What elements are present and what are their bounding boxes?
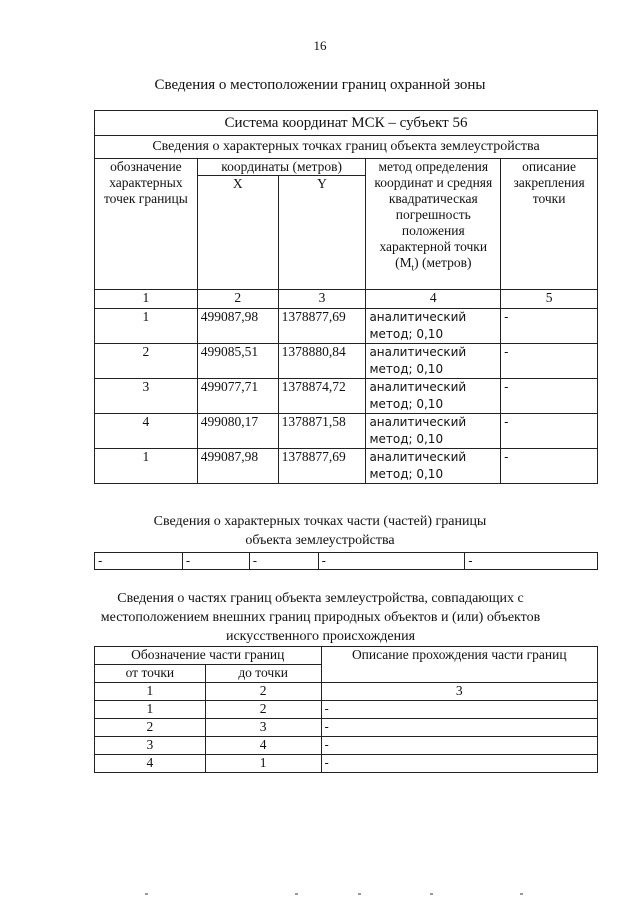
col-method-mt-suffix: ) (метров) (414, 255, 472, 270)
coord-x: 499087,98 (197, 449, 278, 484)
description: - (501, 309, 598, 344)
col-designation-header: обозначение характерных точек границы (95, 159, 198, 290)
col-description-header: описание закрепления точки (501, 159, 598, 290)
description: - (501, 414, 598, 449)
col-coordinates-header: координаты (метров) (197, 159, 366, 176)
description: - (501, 344, 598, 379)
coord-x: 499080,17 (197, 414, 278, 449)
to-point: 3 (205, 719, 321, 737)
scan-artifact-line (90, 893, 560, 899)
part-description: - (321, 737, 597, 755)
part-description: - (321, 701, 597, 719)
method: аналитический метод; 0,10 (366, 379, 501, 414)
coord-x: 499077,71 (197, 379, 278, 414)
coord-y: 1378874,72 (278, 379, 366, 414)
method: аналитический метод; 0,10 (366, 344, 501, 379)
empty-cell: - (95, 553, 183, 570)
table-row (95, 414, 598, 449)
scan-speck (145, 893, 148, 895)
coord-x: 499085,51 (197, 344, 278, 379)
coord-y: 1378877,69 (278, 309, 366, 344)
scan-speck (430, 893, 433, 895)
col-designation-header: Обозначение части границ (95, 647, 322, 665)
col-method-label: метод определения координат и средняя квадратическая погрешность положения характерной точки (374, 159, 493, 254)
to-point: 4 (205, 737, 321, 755)
table-row (95, 701, 598, 719)
section-title: Сведения о характерных точках границ объекта землеустройства (95, 136, 598, 159)
table-row (95, 737, 598, 755)
table-row (95, 379, 598, 414)
point-id: 3 (95, 379, 198, 414)
from-point: 4 (95, 755, 206, 773)
page-number: 16 (313, 38, 327, 53)
empty-cell: - (182, 553, 249, 570)
parts-table (94, 646, 598, 773)
from-point: 3 (95, 737, 206, 755)
parts-points-table (94, 552, 598, 570)
column-number: 3 (321, 683, 597, 701)
point-id: 2 (95, 344, 198, 379)
coordinate-system: Система координат МСК – субъект 56 (95, 111, 598, 136)
col-y-header: Y (278, 176, 366, 290)
scan-speck (295, 893, 298, 895)
boundary-points-table (94, 110, 598, 484)
column-number: 4 (366, 290, 501, 309)
empty-cell: - (249, 553, 318, 570)
col-from-header: от точки (95, 665, 206, 683)
to-point: 1 (205, 755, 321, 773)
column-number: 2 (197, 290, 278, 309)
parts-table-heading: Сведения о частях границ объекта землеустройства, совпадающих с местоположением внешних границ природных объектов и (или) объектов искусственного происхождения (100, 591, 541, 644)
method: аналитический метод; 0,10 (366, 414, 501, 449)
col-to-header: до точки (205, 665, 321, 683)
part-description: - (321, 719, 597, 737)
col-method-mt-prefix: (M (395, 255, 412, 270)
col-method-header (366, 159, 501, 290)
to-point: 2 (205, 701, 321, 719)
col-x-header: X (197, 176, 278, 290)
table-row (95, 309, 598, 344)
description: - (501, 449, 598, 484)
coord-y: 1378871,58 (278, 414, 366, 449)
from-point: 1 (95, 701, 206, 719)
page-title: Сведения о местоположении границ охранной зоны (154, 77, 486, 93)
coord-x: 499087,98 (197, 309, 278, 344)
point-id: 4 (95, 414, 198, 449)
empty-cell: - (465, 553, 598, 570)
column-number: 1 (95, 683, 206, 701)
description: - (501, 379, 598, 414)
col-method-mt-sub: t (411, 262, 415, 273)
col-description-header: Описание прохождения части границ (321, 647, 597, 683)
scan-speck (520, 893, 523, 895)
part-description: - (321, 755, 597, 773)
table-row (95, 719, 598, 737)
table-row (95, 344, 598, 379)
column-number: 2 (205, 683, 321, 701)
coord-y: 1378880,84 (278, 344, 366, 379)
from-point: 2 (95, 719, 206, 737)
point-id: 1 (95, 309, 198, 344)
scan-speck (358, 893, 361, 895)
empty-cell: - (318, 553, 465, 570)
column-number: 5 (501, 290, 598, 309)
method: аналитический метод; 0,10 (366, 309, 501, 344)
table-row (95, 449, 598, 484)
parts-points-heading: Сведения о характерных точках части (частей) границы объекта землеустройства (153, 514, 487, 548)
table-row (95, 755, 598, 773)
point-id: 1 (95, 449, 198, 484)
column-number: 1 (95, 290, 198, 309)
method: аналитический метод; 0,10 (366, 449, 501, 484)
coord-y: 1378877,69 (278, 449, 366, 484)
column-number: 3 (278, 290, 366, 309)
